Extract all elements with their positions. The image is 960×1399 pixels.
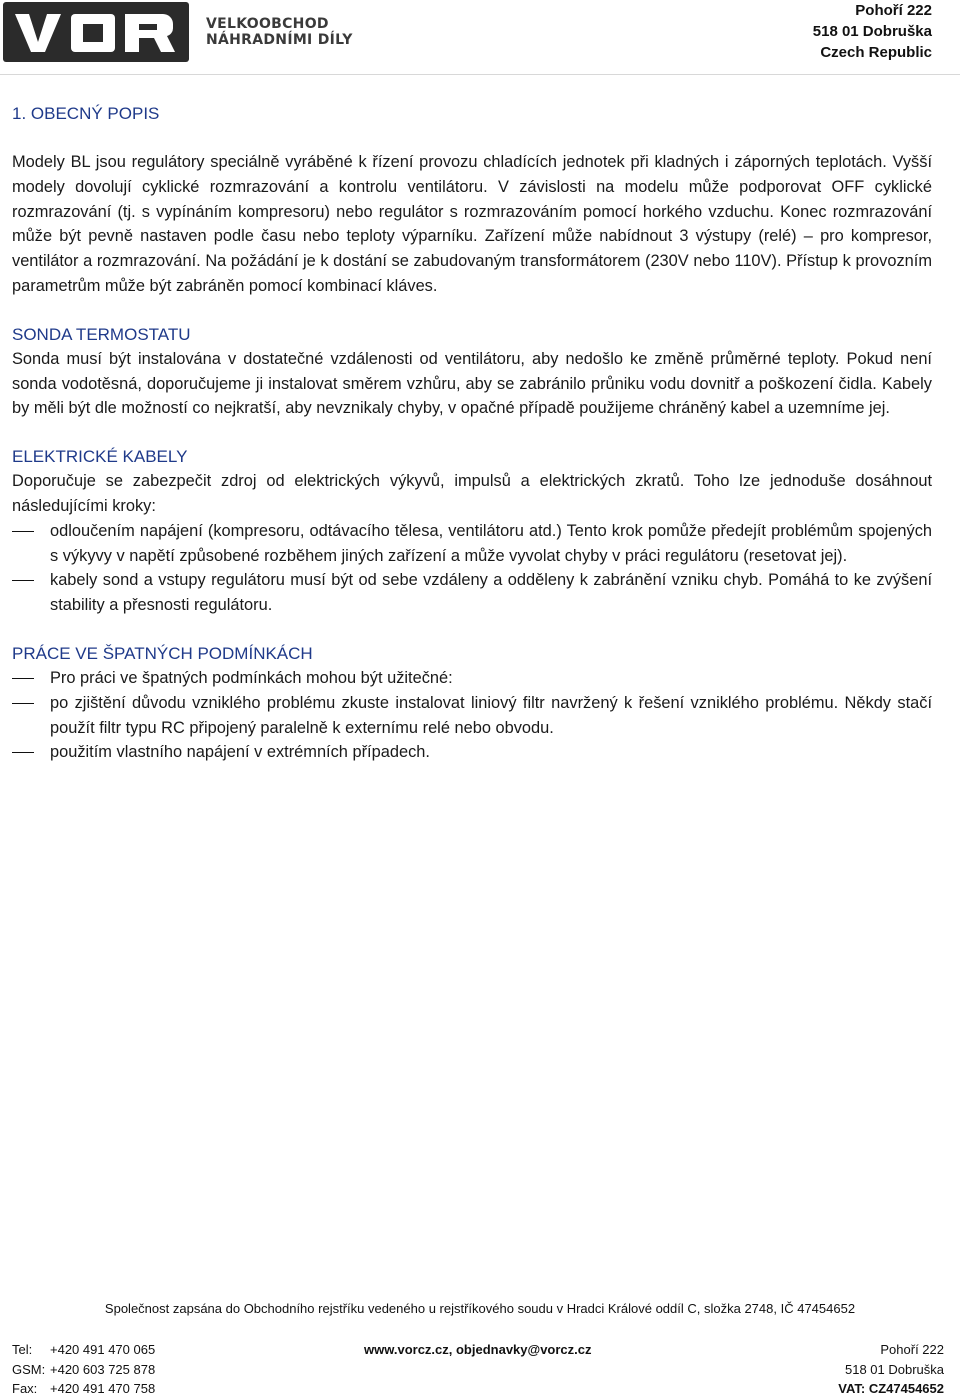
section-paragraph-general: Modely BL jsou regulátory speciálně vyráběné k řízení provozu chladících jednotek při kladných i záporných teplotách. Vyšší modely dovolují cyklické rozmrazování a kontrolu ventilátoru. V závislosti na modelu může podporovat OFF cyklické rozmrazování (tj. s vypínáním kompresoru) nebo regulátor s rozmrazováním pomocí horkého vzduchu. Konec rozmrazování může být pevně nastaven podle času nebo teploty výparníku. Zařízení může nabídnout 3 výstupy (relé) – pro kompresor, ventilátor a rozmrazování. Na požádání je k dostání se zabudovaným transformátorem (230V nebo 110V). Přístup k provozním parametrům může být zabráněn pomocí kombinací kláves.	[12, 153, 932, 295]
list-item	[12, 740, 932, 765]
section-paragraph-probe: Sonda musí být instalována v dostatečné vzdálenosti od ventilátoru, aby nedošlo ke změně průměrné teploty. Pokud není sonda vodotěsná, doporučujeme ji instalovat směrem vzhůru, aby se zabránilo průniku vodu dovnitř a poškození čidla. Kabely by měli být dle možností co nejkratší, aby nevznikaly chyby, v opačné případě použijeme chráněný kabel a uzemníme jej.	[12, 349, 932, 418]
company-name-line1: VELKOOBCHOD	[206, 16, 329, 32]
list-item-text: po zjištění důvodu vzniklého problému zkuste instalovat liniový filtr navržený k řešení vzniklého problému. Někdy stačí použít filtr typu RC připojený paralelně k externímu relé nebo obvodu.	[50, 693, 932, 737]
section-title-cables: ELEKTRICKÉ KABELY	[12, 447, 188, 467]
bad-conditions-list	[12, 666, 932, 765]
list-item	[12, 568, 932, 618]
document-body	[12, 101, 932, 765]
footer-address	[838, 1340, 944, 1399]
dash-bullet-icon	[12, 580, 34, 581]
list-item-text: odloučením napájení (kompresoru, odtávacího tělesa, ventilátoru atd.) Tento krok pomůže předejít problémům spojených s výkyvy v napětí způsobené rozběhem jiných zařízení a může vyvolat chyby v práci regulátoru (resetovat jej).	[50, 521, 932, 565]
header-divider	[0, 74, 960, 75]
header-address-street: Pohoří 222	[855, 2, 932, 19]
dash-bullet-icon	[12, 678, 34, 679]
list-item	[12, 691, 932, 741]
list-item-text: Pro práci ve špatných podmínkách mohou být užitečné:	[50, 668, 453, 687]
footer-fax: +420 491 470 758	[50, 1381, 156, 1396]
footer-gsm-row	[12, 1360, 155, 1380]
list-item-text: kabely sond a vstupy regulátoru musí být od sebe vzdáleny a odděleny k zabránění vzniku chyb. Pomáhá to ke zvýšení stability a přesnosti regulátoru.	[50, 571, 932, 615]
footer-vat: VAT: CZ47454652	[838, 1381, 944, 1396]
header-address-city: 518 01 Dobruška	[812, 23, 932, 40]
footer-gsm: +420 603 725 878	[50, 1361, 156, 1377]
company-name-line2: NÁHRADNÍMI DÍLY	[206, 32, 353, 48]
footer-registry-note: Společnost zapsána do Obchodního rejstříku vedeného u rejstříkového soudu v Hradci Králové oddíl C, složka 2748, IČ 47454652	[104, 1301, 856, 1316]
footer-fax-row	[12, 1379, 155, 1399]
header-address	[813, 0, 932, 63]
dash-bullet-icon	[12, 703, 34, 704]
footer-contacts	[12, 1340, 155, 1399]
footer-tel-label: Tel:	[12, 1342, 33, 1357]
footer-web-email[interactable]: www.vorcz.cz, objednavky@vorcz.cz	[364, 1342, 592, 1357]
footer-address-street: Pohoří 222	[880, 1342, 944, 1357]
section-paragraph-cables: Doporučuje se zabezpečit zdroj od elektrických výkyvů, impulsů a elektrických zkratů. Toho lze jednoduše dosáhnout následujícími kroky:	[12, 472, 932, 515]
section-title-bad-conditions: PRÁCE VE ŠPATNÝCH PODMÍNKÁCH	[12, 643, 313, 663]
vor-logo-image	[3, 2, 189, 62]
header-address-country: Czech Republic	[820, 44, 932, 61]
list-item	[12, 666, 932, 691]
dash-bullet-icon	[12, 752, 34, 753]
footer-gsm-label: GSM:	[12, 1361, 46, 1377]
footer-tel: +420 491 470 065	[50, 1342, 156, 1357]
section-title-general: 1. OBECNÝ POPIS	[12, 104, 160, 123]
dash-bullet-icon	[12, 531, 34, 532]
list-item	[12, 519, 932, 569]
footer-address-city: 518 01 Dobruška	[844, 1361, 944, 1377]
section-title-probe: SONDA TERMOSTATU	[12, 324, 191, 344]
footer-tel-row	[12, 1340, 155, 1360]
company-name	[206, 16, 353, 48]
list-item-text: použitím vlastního napájení v extrémních případech.	[50, 743, 430, 762]
vor-logo	[3, 2, 189, 62]
cables-list	[12, 519, 932, 618]
footer-fax-label: Fax:	[12, 1381, 38, 1396]
page-header	[0, 0, 960, 70]
